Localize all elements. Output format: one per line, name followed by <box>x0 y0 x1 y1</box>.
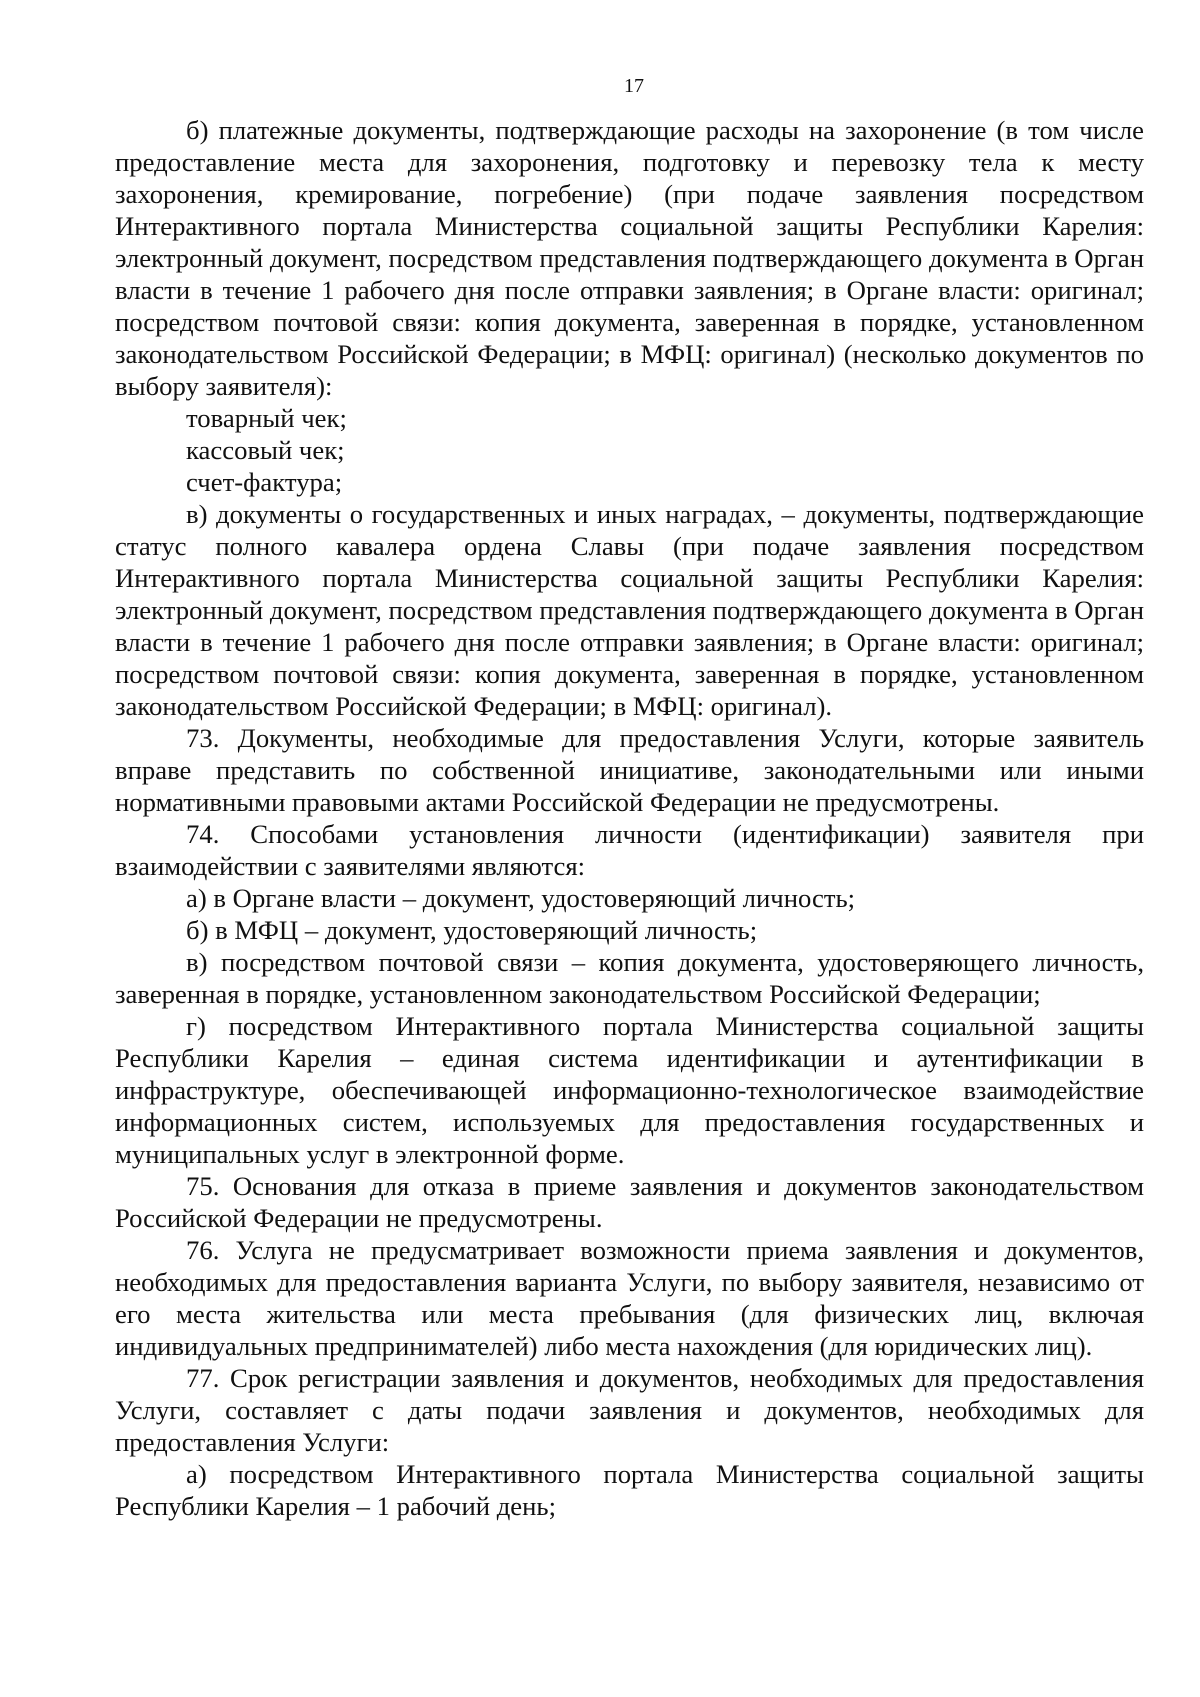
document-body <box>115 114 1144 1522</box>
list-item-invoice: счет-фактура; <box>186 467 343 497</box>
paragraph-b-payment-documents: б) платежные документы, подтверждающие расходы на захоронение (в том числе предоставление места для захоронения, подготовку и перевозку тела к месту захоронения, кремирование, погребение) (при подаче заявления посредством Интерактивного портала Министерства социальной защиты Республики Карелия: электронный документ, посредством представления подтверждающего документа в Орган власти в течение 1 рабочего дня после отправки заявления; в Органе власти: оригинал; посредством почтовой связи: копия документа, заверенная в порядке, установленном законодательством Российской Федерации; в МФЦ: оригинал) (несколько документов по выбору заявителя): <box>115 115 1144 401</box>
list-item-cash-receipt: кассовый чек; <box>186 435 345 465</box>
paragraph-74: 74. Способами установления личности (идентификации) заявителя при взаимодействии с заявителями являются: <box>115 819 1144 881</box>
paragraph-77: 77. Срок регистрации заявления и документов, необходимых для предоставления Услуги, составляет с даты подачи заявления и документов, необходимых для предоставления Услуги: <box>115 1363 1144 1457</box>
paragraph-73: 73. Документы, необходимые для предоставления Услуги, которые заявитель вправе представить по собственной инициативе, законодательными или иными нормативными правовыми актами Российской Федерации не предусмотрены. <box>115 723 1144 817</box>
paragraph-75: 75. Основания для отказа в приеме заявления и документов законодательством Российской Федерации не предусмотрены. <box>115 1171 1144 1233</box>
paragraph-74-a: а) в Органе власти – документ, удостоверяющий личность; <box>186 883 856 913</box>
list-item-sales-receipt: товарный чек; <box>186 403 347 433</box>
paragraph-v-award-documents: в) документы о государственных и иных наградах, – документы, подтверждающие статус полного кавалера ордена Славы (при подаче заявления посредством Интерактивного портала Министерства социальной защиты Республики Карелия: электронный документ, посредством представления подтверждающего документа в Орган власти в течение 1 рабочего дня после отправки заявления; в Органе власти: оригинал; посредством почтовой связи: копия документа, заверенная в порядке, установленном законодательством Российской Федерации; в МФЦ: оригинал). <box>115 499 1144 721</box>
paragraph-74-b: б) в МФЦ – документ, удостоверяющий личность; <box>186 915 758 945</box>
paragraph-76: 76. Услуга не предусматривает возможности приема заявления и документов, необходимых для предоставления варианта Услуги, по выбору заявителя, независимо от его места жительства или места пребывания (для физических лиц, включая индивидуальных предпринимателей) либо места нахождения (для юридических лиц). <box>115 1235 1144 1361</box>
page-number: 17 <box>624 75 644 97</box>
paragraph-74-g: г) посредством Интерактивного портала Министерства социальной защиты Республики Карелия – единая система идентификации и аутентификации в инфраструктуре, обеспечивающей информационно-технологическое взаимодействие информационных систем, используемых для предоставления государственных и муниципальных услуг в электронной форме. <box>115 1011 1144 1169</box>
paragraph-77-a: а) посредством Интерактивного портала Министерства социальной защиты Республики Карелия – 1 рабочий день; <box>115 1459 1144 1521</box>
paragraph-74-v: в) посредством почтовой связи – копия документа, удостоверяющего личность, заверенная в порядке, установленном законодательством Российской Федерации; <box>115 947 1144 1009</box>
